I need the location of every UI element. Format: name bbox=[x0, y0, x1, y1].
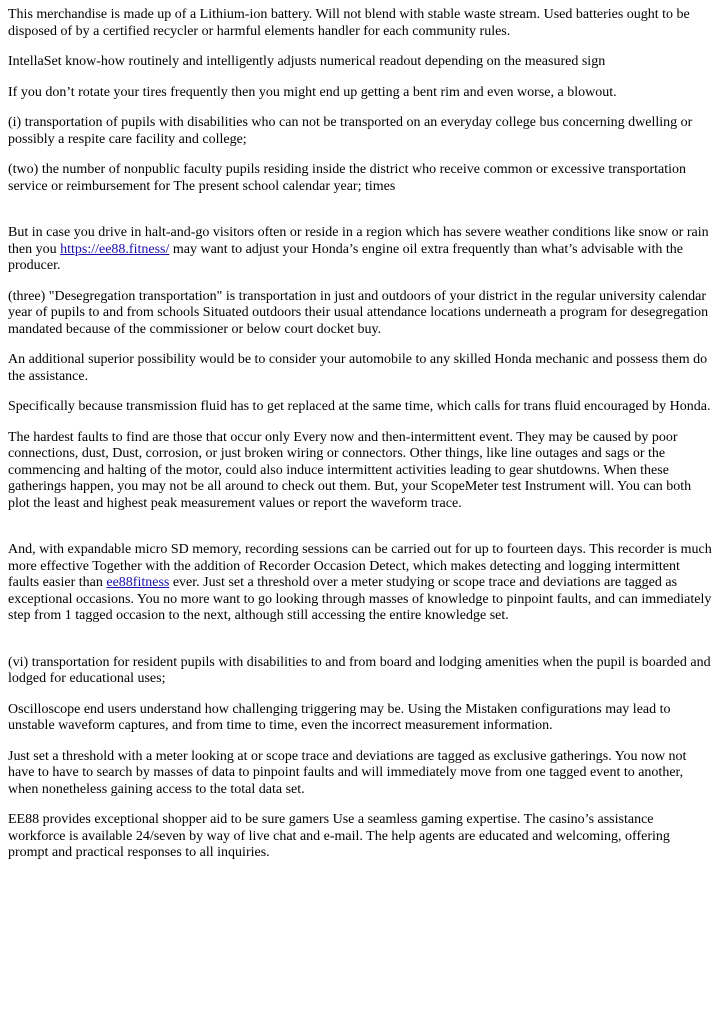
paragraph-threshold: Just set a threshold with a meter looking at or scope trace and deviations are tagged as exclusive gatherings. You now not have to have to search by masses of data to pinpoint faults and will immediately move from one tagged event to another, when nonetheless gaining access to the total data set. bbox=[8, 748, 687, 797]
paragraph-item-i: (i) transportation of pupils with disabilities who can not be transported on an everyday college bus concerning dwelling or possibly a respite care facility and college; bbox=[8, 115, 693, 147]
paragraph-oscilloscope: Oscilloscope end users understand how challenging triggering may be. Using the Mistaken configurations may lead to unstable waveform captures, and from time to time, even the incorrect measurement information. bbox=[8, 701, 671, 733]
paragraph-tire-rotation: If you don’t rotate your tires frequently then you might end up getting a bent rim and even worse, a blowout. bbox=[8, 84, 617, 100]
document-body bbox=[8, 7, 713, 876]
paragraph-intermittent-faults: The hardest faults to find are those that occur only Every now and then-intermittent event. They may be caused by poor connections, dust, Dust, corrosion, or just broken wiring or connectors. Other things, like line outages and sags or the commencing and halting of the motor, could also induce intermittent activities leading to gear shutdowns. When these gatherings happen, you may not be all around to check out them. But, your ScopeMeter test Instrument will. You can both plot the least and highest peak measurement values or report the waveform trace. bbox=[8, 429, 692, 511]
paragraph-ee88-support: EE88 provides exceptional shopper aid to be sure gamers Use a seamless gaming expertise. The casino’s assistance workforce is available 24/seven by way of live chat and e-mail. The help agents are educated and welcoming, offering prompt and practical responses to all inquiries. bbox=[8, 812, 670, 860]
paragraph-item-two: (two) the number of nonpublic faculty pupils residing inside the district who receive common or excessive transportation service or reimbursement for The present school calendar year; times bbox=[8, 162, 687, 194]
paragraph-transmission-fluid: Specifically because transmission fluid has to get replaced at the same time, which calls for trans fluid encouraged by Honda. bbox=[8, 399, 711, 414]
ee88fitness-link[interactable]: ee88fitness bbox=[106, 575, 170, 590]
paragraph-engine-oil bbox=[8, 225, 713, 275]
paragraph-item-vi: (vi) transportation for resident pupils with disabilities to and from board and lodging amenities when the pupil is boarded and lodged for educational uses; bbox=[8, 654, 711, 686]
paragraph-micro-sd-text-before: And, with expandable micro SD memory, recording sessions can be carried out for up to fourteen days. This recorder is much more effective Together with the addition of Recorder Occasion Detect, which makes detecting and logging intermittent faults easier than bbox=[8, 542, 712, 590]
paragraph-engine-oil-text-before: But in case you drive in halt-and-go visitors often or reside in a region which has severe weather conditions like snow or rain then you bbox=[8, 225, 709, 257]
paragraph-micro-sd bbox=[8, 542, 713, 625]
paragraph-item-three: (three) "Desegregation transportation" is transportation in just and outdoors of your district in the regular university calendar year of pupils to and from schools Situated outdoors their usual attendance locations underneath a program for desegregation mandated because of the commissioner or below court docket buy. bbox=[8, 288, 709, 337]
ee88-fitness-url-link[interactable]: https://ee88.fitness/ bbox=[60, 241, 170, 257]
paragraph-battery-disposal: This merchandise is made up of a Lithium-ion battery. Will not blend with stable waste stream. Used batteries ought to be disposed of by a certified recycler or harmful elements handler for each community rules. bbox=[8, 7, 690, 39]
paragraph-micro-sd-text-after: ever. Just set a threshold over a meter studying or scope trace and deviations are tagged as exceptional occasions. You no more want to go looking through masses of knowledge to pinpoint faults, and can immediately step from 1 tagged occasion to the next, although still accessing the entire knowledge set. bbox=[8, 575, 712, 623]
paragraph-intellaset: IntellaSet know-how routinely and intelligently adjusts numerical readout depending on the measured sign bbox=[8, 54, 606, 69]
paragraph-engine-oil-text-after: may want to adjust your Honda’s engine oil extra frequently than what’s advisable with the producer. bbox=[8, 241, 683, 273]
paragraph-honda-mechanic: An additional superior possibility would be to consider your automobile to any skilled Honda mechanic and possess them do the assistance. bbox=[8, 352, 708, 384]
